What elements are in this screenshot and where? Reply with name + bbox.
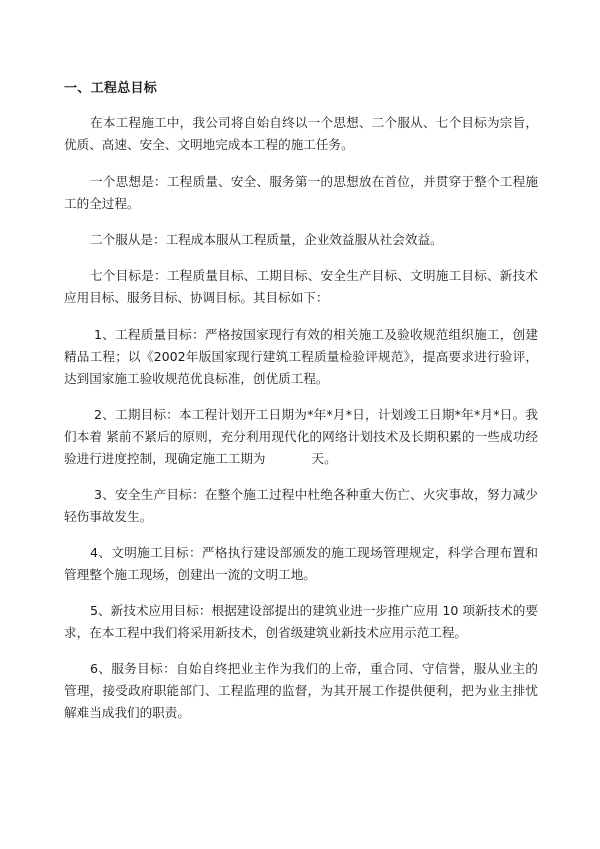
intro-paragraph: 在本工程施工中，我公司将自始自终以一个思想、二个服从、七个目标为宗旨，优质、高速、安全、文明地完成本工程的施工任务。 — [64, 115, 538, 152]
schedule-goal-paragraph — [64, 404, 538, 470]
schedule-goal-text: 2、工期目标：本工程计划开工日期为*年*月*日，计划竣工日期*年*月*日。我们本着 紧前不紧后的原则，充分利用现代化的网络计划技术及长期积累的一些成功经验进行进度控制，现确定施工工期为 — [64, 407, 538, 466]
service-goal-paragraph: 6、服务目标：自始自终把业主作为我们的上帝，重合同、守信誉，服从业主的管理，接受政府职能部门、工程监理的监督，为其开展工作提供便利，把为业主排忧解难当成我们的职责。 — [64, 661, 538, 720]
seven-goals-paragraph: 七个目标是：工程质量目标、工期目标、安全生产目标、文明施工目标、新技术应用目标、服务目标、协调目标。其目标如下： — [64, 268, 538, 305]
safety-goal-paragraph: 3、安全生产目标：在整个施工过程中杜绝各种重大伤亡、火灾事故，努力减少轻伤事故发生。 — [64, 487, 538, 524]
two-obey-paragraph: 二个服从是：工程成本服从工程质量，企业效益服从社会效益。 — [90, 232, 443, 247]
new-tech-goal-paragraph: 5、新技术应用目标：根据建设部提出的建筑业进一步推广应用 10 项新技术的要求，在本工程中我们将采用新技术，创省级建筑业新技术应用示范工程。 — [64, 603, 538, 640]
one-thought-paragraph: 一个思想是：工程质量、安全、服务第一的思想放在首位，并贯穿于整个工程施工的全过程。 — [64, 174, 538, 211]
civil-construction-goal-paragraph: 4、文明施工目标：严格执行建设部颁发的施工现场管理规定，科学合理布置和管理整个施工现场，创建出一流的文明工地。 — [64, 545, 538, 582]
quality-goal-paragraph: 1、工程质量目标：严格按国家现行有效的相关施工及验收规范组织施工，创建精品工程；以《2002年版国家现行建筑工程质量检验评规范》，提高要求进行验评，达到国家施工验收规范优良标准，创优质工程。 — [64, 327, 538, 386]
section-heading: 一、工程总目标 — [64, 81, 158, 96]
schedule-goal-unit: 天。 — [311, 451, 337, 466]
